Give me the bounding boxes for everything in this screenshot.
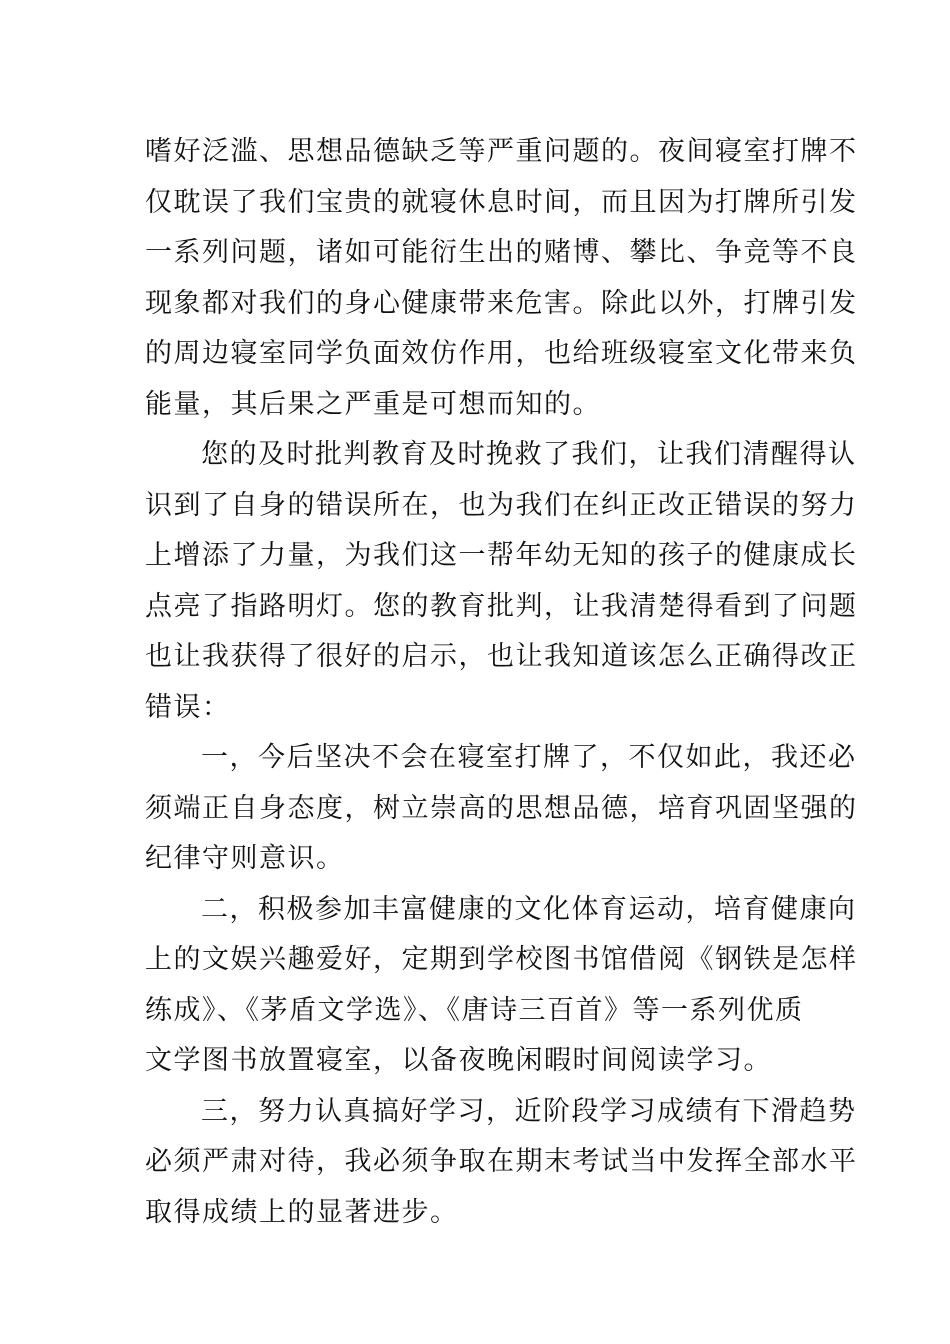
text-line: 点亮了指路明灯。您的教育批判，让我清楚得看到了问题	[145, 590, 858, 622]
text-line: 取得成绩上的显著进步。	[145, 1196, 459, 1228]
text-line: 一系列问题，诸如可能衍生出的赌博、攀比、争竞等不良	[145, 237, 858, 268]
text-line: 须端正自身态度，树立崇高的思想品德，培育巩固坚强的	[145, 792, 858, 824]
text-line: 必须严肃对待，我必须争取在期末考试当中发挥全部水平	[145, 1146, 858, 1177]
text-line: 上增添了力量，为我们这一帮年幼无知的孩子的健康成长	[145, 540, 858, 571]
text-line: 也让我获得了很好的启示，也让我知道该怎么正确得改正	[145, 641, 858, 672]
text-line: 仅耽误了我们宝贵的就寝休息时间，而且因为打牌所引发	[145, 186, 858, 218]
text-line: 的周边寝室同学负面效仿作用，也给班级寝室文化带来负	[145, 338, 858, 369]
text-line: 上的文娱兴趣爱好，定期到学校图书馆借阅《钢铁是怎样	[145, 944, 858, 975]
text-line: 嗜好泛滥、思想品德缺乏等严重问题的。夜间寝室打牌不	[145, 136, 858, 167]
text-line: 识到了自身的错误所在，也为我们在纠正改正错误的努力	[145, 489, 858, 521]
paragraph-start-line: 您的及时批判教育及时挽救了我们，让我们清醒得认	[201, 439, 857, 470]
paragraph-start-line: 二，积极参加丰富健康的文化体育运动，培育健康向	[201, 893, 857, 925]
text-line: 能量，其后果之严重是可想而知的。	[145, 388, 601, 420]
text-line: 练成》、《茅盾文学选》、《唐诗三百首》等一系列优质	[145, 994, 804, 1026]
paragraph-start-line: 一，今后坚决不会在寝室打牌了，不仅如此，我还必	[201, 742, 857, 773]
text-line: 文学图书放置寝室，以备夜晚闲暇时间阅读学习。	[145, 1045, 772, 1076]
text-line: 错误：	[145, 691, 231, 723]
text-line: 纪律守则意识。	[145, 843, 345, 874]
text-line: 现象都对我们的身心健康带来危害。除此以外，打牌引发	[145, 287, 858, 319]
paragraph-start-line: 三，努力认真搞好学习，近阶段学习成绩有下滑趋势	[201, 1095, 857, 1127]
document-body	[145, 127, 858, 1238]
